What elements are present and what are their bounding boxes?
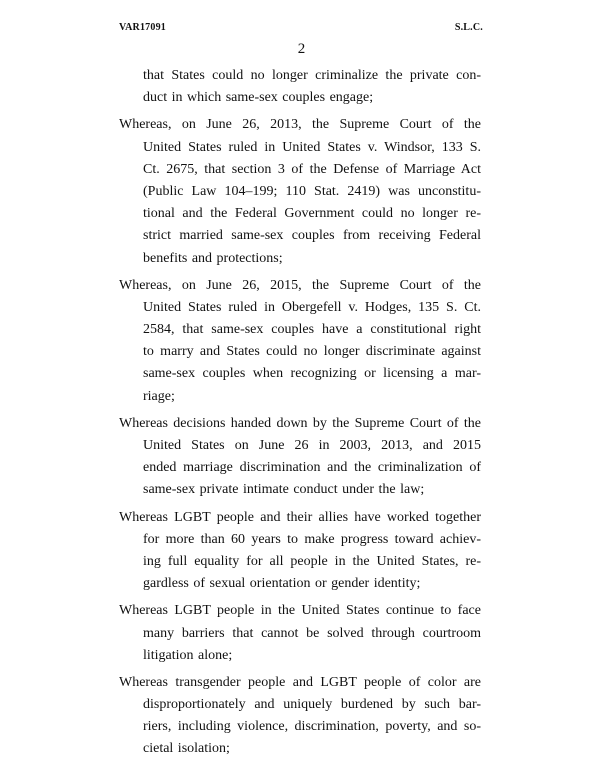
text-line: duct in which same-sex couples engage; [143, 90, 374, 106]
whereas-clause [119, 507, 481, 596]
text-line: Whereas decisions handed down by the Supreme Court of the [119, 415, 481, 431]
whereas-clause [119, 275, 481, 408]
whereas-clause [119, 413, 481, 502]
text-line: United States on June 26 in 2003, 2013, and 2015 [143, 438, 481, 453]
whereas-clause [119, 672, 481, 761]
text-line: (Public Law 104–199; 110 Stat. 2419) was unconstitu- [143, 183, 481, 199]
text-line: ended marriage discrimination and the criminalization of [143, 460, 481, 476]
text-line: tional and the Federal Government could no longer re- [143, 206, 481, 222]
text-line: ing full equality for all people in the United States, re- [143, 553, 481, 569]
whereas-clause [119, 600, 481, 667]
text-line: to marry and States could no longer discriminate against [143, 344, 481, 360]
whereas-clause [119, 114, 481, 269]
text-line: many barriers that cannot be solved through courtroom [143, 625, 481, 641]
continued-clause [119, 65, 481, 109]
text-line: United States ruled in Obergefell v. Hodges, 135 S. Ct. [143, 299, 481, 315]
text-line: Whereas, on June 26, 2013, the Supreme Court of the [119, 117, 481, 133]
text-line: benefits and protections; [143, 250, 283, 266]
text-line: same-sex couples when recognizing or licensing a mar- [143, 366, 481, 382]
text-line: that States could no longer criminalize the private con- [143, 68, 481, 83]
text-line: Whereas transgender people and LGBT people of color are [119, 674, 481, 690]
text-line: riage; [143, 388, 175, 404]
text-line: Whereas LGBT people and their allies have worked together [119, 509, 481, 525]
document-body [119, 65, 481, 766]
text-line: litigation alone; [143, 647, 233, 663]
office-code: S.L.C. [454, 22, 483, 33]
text-line: riers, including violence, discrimination, poverty, and so- [143, 719, 481, 735]
page-number: 2 [297, 41, 306, 57]
text-line: disproportionately and uniquely burdened by such bar- [143, 697, 481, 713]
text-line: cietal isolation; [143, 741, 230, 757]
text-line: United States ruled in United States v. Windsor, 133 S. [143, 139, 481, 155]
text-line: Ct. 2675, that section 3 of the Defense of Marriage Act [143, 161, 481, 177]
text-line: gardless of sexual orientation or gender identity; [143, 576, 421, 592]
document-id: VAR17091 [119, 22, 166, 33]
text-line: same-sex private intimate conduct under the law; [143, 482, 425, 498]
text-line: Whereas LGBT people in the United States continue to face [119, 603, 481, 619]
text-line: 2584, that same-sex couples have a constitutional right [143, 322, 481, 338]
text-line: strict married same-sex couples from receiving Federal [143, 228, 481, 244]
text-line: Whereas, on June 26, 2015, the Supreme Court of the [119, 277, 481, 293]
text-line: for more than 60 years to make progress toward achiev- [143, 531, 481, 547]
